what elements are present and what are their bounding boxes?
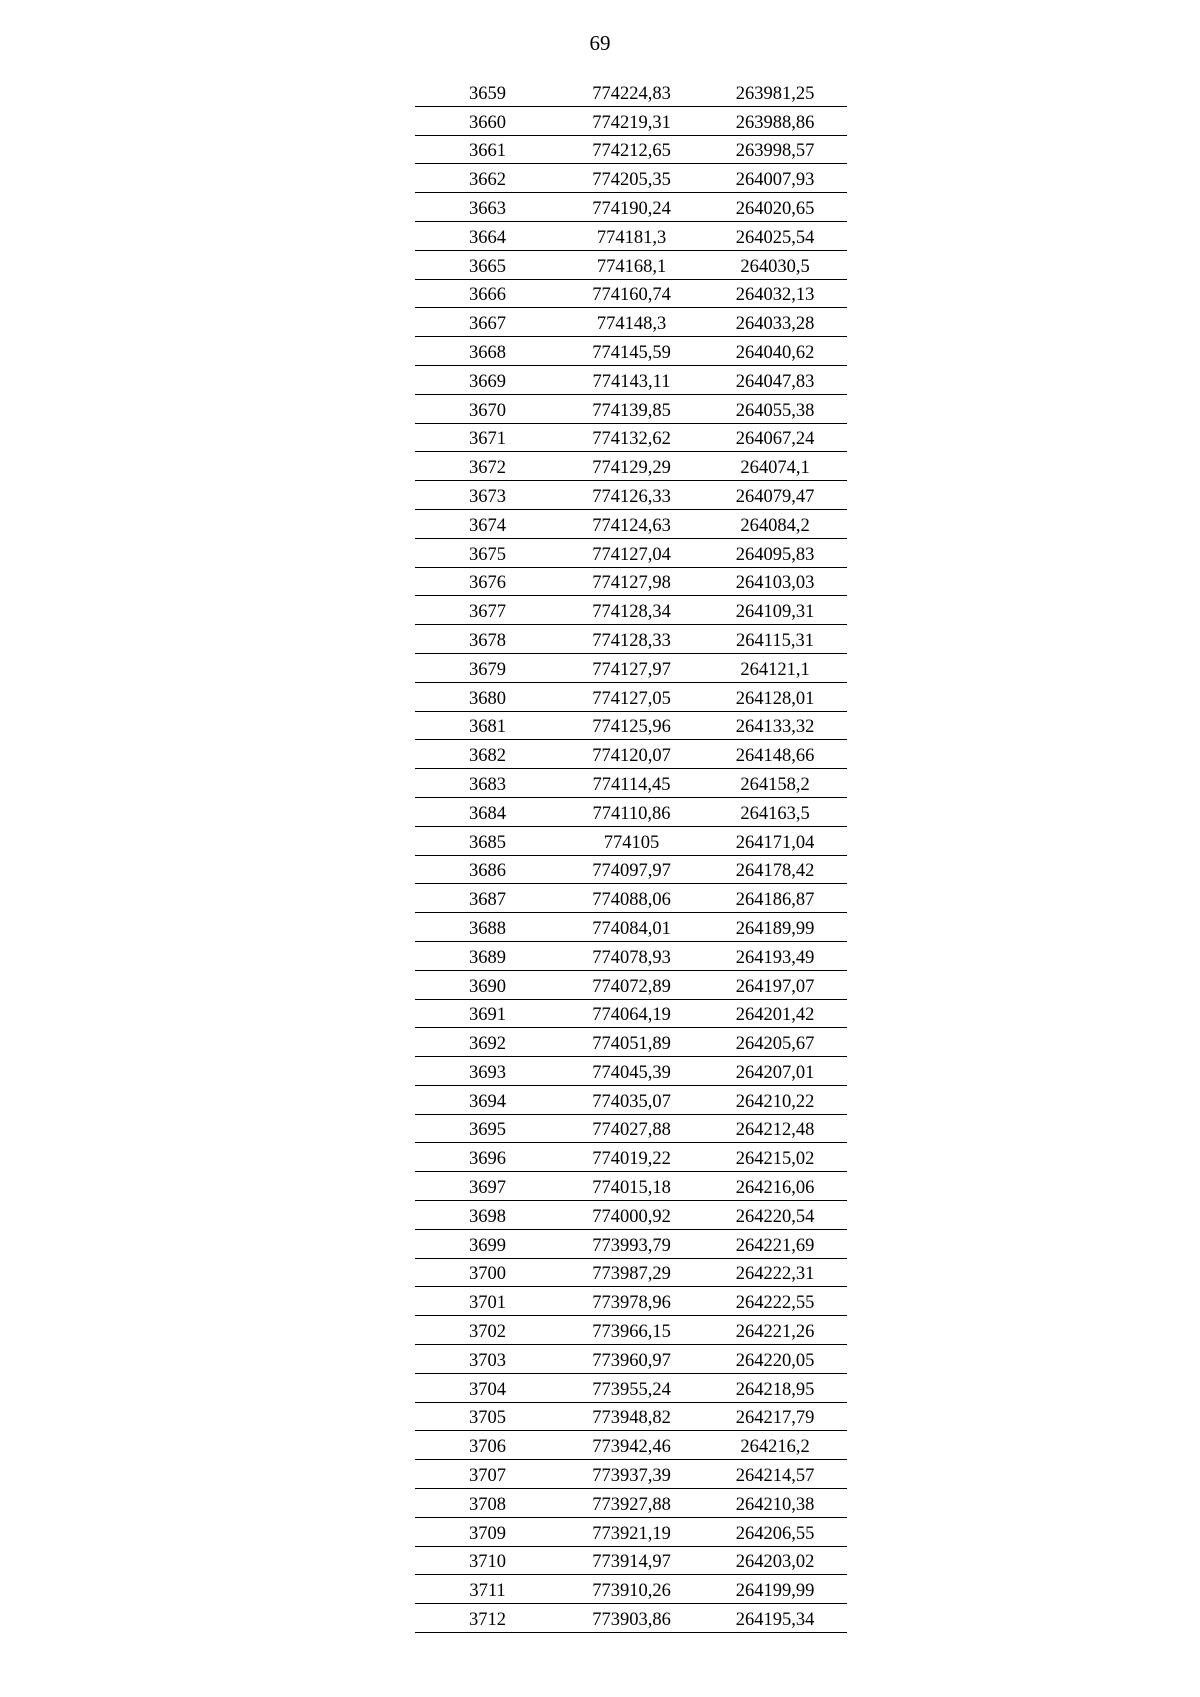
point-number-cell: 3688 (415, 913, 560, 942)
point-number-cell: 3709 (415, 1517, 560, 1546)
x-coordinate-cell: 774143,11 (560, 365, 703, 394)
table-row (415, 106, 847, 135)
x-coordinate-cell: 774181,3 (560, 221, 703, 250)
table-row (415, 394, 847, 423)
x-coordinate-cell: 774139,85 (560, 394, 703, 423)
table-row (415, 365, 847, 394)
x-coordinate-cell: 774088,06 (560, 884, 703, 913)
table-row (415, 1287, 847, 1316)
x-coordinate-cell: 773966,15 (560, 1316, 703, 1345)
point-number-cell: 3659 (415, 78, 560, 106)
x-coordinate-cell: 773942,46 (560, 1431, 703, 1460)
y-coordinate-cell: 264133,32 (703, 711, 847, 740)
x-coordinate-cell: 774224,83 (560, 78, 703, 106)
x-coordinate-cell: 774127,05 (560, 682, 703, 711)
x-coordinate-cell: 774160,74 (560, 279, 703, 308)
y-coordinate-cell: 264095,83 (703, 538, 847, 567)
y-coordinate-cell: 264210,38 (703, 1489, 847, 1518)
table-row (415, 855, 847, 884)
table-row (415, 1402, 847, 1431)
table-row (415, 1604, 847, 1633)
y-coordinate-cell: 264193,49 (703, 941, 847, 970)
table-row (415, 193, 847, 222)
y-coordinate-cell: 264030,5 (703, 250, 847, 279)
point-number-cell: 3678 (415, 625, 560, 654)
x-coordinate-cell: 774148,3 (560, 308, 703, 337)
y-coordinate-cell: 264189,99 (703, 913, 847, 942)
table-row (415, 941, 847, 970)
point-number-cell: 3710 (415, 1546, 560, 1575)
table-row (415, 567, 847, 596)
x-coordinate-cell: 774190,24 (560, 193, 703, 222)
y-coordinate-cell: 264220,05 (703, 1345, 847, 1374)
y-coordinate-cell: 263998,57 (703, 135, 847, 164)
point-number-cell: 3702 (415, 1316, 560, 1345)
table-row (415, 78, 847, 106)
y-coordinate-cell: 264163,5 (703, 797, 847, 826)
x-coordinate-cell: 774114,45 (560, 769, 703, 798)
y-coordinate-cell: 264074,1 (703, 452, 847, 481)
y-coordinate-cell: 264178,42 (703, 855, 847, 884)
y-coordinate-cell: 263981,25 (703, 78, 847, 106)
point-number-cell: 3705 (415, 1402, 560, 1431)
x-coordinate-cell: 774072,89 (560, 970, 703, 999)
table-row (415, 1028, 847, 1057)
point-number-cell: 3711 (415, 1575, 560, 1604)
point-number-cell: 3690 (415, 970, 560, 999)
point-number-cell: 3703 (415, 1345, 560, 1374)
table-row (415, 1489, 847, 1518)
point-number-cell: 3671 (415, 423, 560, 452)
table-row (415, 164, 847, 193)
table-row (415, 1345, 847, 1374)
point-number-cell: 3674 (415, 509, 560, 538)
point-number-cell: 3697 (415, 1172, 560, 1201)
y-coordinate-cell: 264197,07 (703, 970, 847, 999)
table-row (415, 884, 847, 913)
table-row (415, 797, 847, 826)
table-row (415, 337, 847, 366)
table-row (415, 769, 847, 798)
x-coordinate-cell: 773993,79 (560, 1229, 703, 1258)
y-coordinate-cell: 264032,13 (703, 279, 847, 308)
point-number-cell: 3691 (415, 999, 560, 1028)
x-coordinate-cell: 774145,59 (560, 337, 703, 366)
x-coordinate-cell: 774019,22 (560, 1143, 703, 1172)
coordinates-table-body (415, 78, 847, 1633)
table-row (415, 740, 847, 769)
x-coordinate-cell: 774126,33 (560, 481, 703, 510)
point-number-cell: 3699 (415, 1229, 560, 1258)
point-number-cell: 3683 (415, 769, 560, 798)
y-coordinate-cell: 264206,55 (703, 1517, 847, 1546)
y-coordinate-cell: 264128,01 (703, 682, 847, 711)
y-coordinate-cell: 264222,55 (703, 1287, 847, 1316)
table-row (415, 625, 847, 654)
x-coordinate-cell: 774105 (560, 826, 703, 855)
x-coordinate-cell: 774051,89 (560, 1028, 703, 1057)
y-coordinate-cell: 264109,31 (703, 596, 847, 625)
point-number-cell: 3672 (415, 452, 560, 481)
y-coordinate-cell: 264020,65 (703, 193, 847, 222)
table-row (415, 308, 847, 337)
point-number-cell: 3665 (415, 250, 560, 279)
x-coordinate-cell: 773937,39 (560, 1460, 703, 1489)
x-coordinate-cell: 774127,97 (560, 653, 703, 682)
table-row (415, 1085, 847, 1114)
table-row (415, 1172, 847, 1201)
table-row (415, 221, 847, 250)
y-coordinate-cell: 264222,31 (703, 1258, 847, 1287)
x-coordinate-cell: 773910,26 (560, 1575, 703, 1604)
x-coordinate-cell: 773978,96 (560, 1287, 703, 1316)
x-coordinate-cell: 774128,33 (560, 625, 703, 654)
table-row (415, 1229, 847, 1258)
point-number-cell: 3701 (415, 1287, 560, 1316)
point-number-cell: 3695 (415, 1114, 560, 1143)
y-coordinate-cell: 264216,06 (703, 1172, 847, 1201)
y-coordinate-cell: 264212,48 (703, 1114, 847, 1143)
table-row (415, 596, 847, 625)
table-row (415, 970, 847, 999)
x-coordinate-cell: 774127,04 (560, 538, 703, 567)
point-number-cell: 3707 (415, 1460, 560, 1489)
y-coordinate-cell: 264084,2 (703, 509, 847, 538)
table-row (415, 1143, 847, 1172)
y-coordinate-cell: 264220,54 (703, 1201, 847, 1230)
y-coordinate-cell: 264201,42 (703, 999, 847, 1028)
point-number-cell: 3704 (415, 1373, 560, 1402)
x-coordinate-cell: 773948,82 (560, 1402, 703, 1431)
point-number-cell: 3696 (415, 1143, 560, 1172)
point-number-cell: 3676 (415, 567, 560, 596)
x-coordinate-cell: 774128,34 (560, 596, 703, 625)
point-number-cell: 3708 (415, 1489, 560, 1518)
x-coordinate-cell: 774129,29 (560, 452, 703, 481)
x-coordinate-cell: 774084,01 (560, 913, 703, 942)
y-coordinate-cell: 264186,87 (703, 884, 847, 913)
table-row (415, 826, 847, 855)
x-coordinate-cell: 773903,86 (560, 1604, 703, 1633)
table-row (415, 1575, 847, 1604)
y-coordinate-cell: 264079,47 (703, 481, 847, 510)
point-number-cell: 3663 (415, 193, 560, 222)
y-coordinate-cell: 264205,67 (703, 1028, 847, 1057)
table-row (415, 1373, 847, 1402)
point-number-cell: 3662 (415, 164, 560, 193)
table-row (415, 1517, 847, 1546)
y-coordinate-cell: 263988,86 (703, 106, 847, 135)
point-number-cell: 3670 (415, 394, 560, 423)
point-number-cell: 3673 (415, 481, 560, 510)
table-row (415, 1460, 847, 1489)
x-coordinate-cell: 774120,07 (560, 740, 703, 769)
point-number-cell: 3681 (415, 711, 560, 740)
x-coordinate-cell: 773955,24 (560, 1373, 703, 1402)
x-coordinate-cell: 773921,19 (560, 1517, 703, 1546)
table-row (415, 509, 847, 538)
x-coordinate-cell: 774078,93 (560, 941, 703, 970)
y-coordinate-cell: 264221,69 (703, 1229, 847, 1258)
y-coordinate-cell: 264210,22 (703, 1085, 847, 1114)
x-coordinate-cell: 774132,62 (560, 423, 703, 452)
y-coordinate-cell: 264171,04 (703, 826, 847, 855)
y-coordinate-cell: 264067,24 (703, 423, 847, 452)
y-coordinate-cell: 264148,66 (703, 740, 847, 769)
table-row (415, 481, 847, 510)
point-number-cell: 3692 (415, 1028, 560, 1057)
table-row (415, 279, 847, 308)
y-coordinate-cell: 264199,99 (703, 1575, 847, 1604)
table-row (415, 538, 847, 567)
point-number-cell: 3687 (415, 884, 560, 913)
point-number-cell: 3675 (415, 538, 560, 567)
x-coordinate-cell: 774168,1 (560, 250, 703, 279)
x-coordinate-cell: 774110,86 (560, 797, 703, 826)
table-row (415, 1114, 847, 1143)
point-number-cell: 3698 (415, 1201, 560, 1230)
x-coordinate-cell: 774064,19 (560, 999, 703, 1028)
y-coordinate-cell: 264007,93 (703, 164, 847, 193)
x-coordinate-cell: 774125,96 (560, 711, 703, 740)
table-row (415, 999, 847, 1028)
y-coordinate-cell: 264047,83 (703, 365, 847, 394)
table-row (415, 452, 847, 481)
point-number-cell: 3693 (415, 1057, 560, 1086)
y-coordinate-cell: 264121,1 (703, 653, 847, 682)
y-coordinate-cell: 264216,2 (703, 1431, 847, 1460)
y-coordinate-cell: 264195,34 (703, 1604, 847, 1633)
point-number-cell: 3677 (415, 596, 560, 625)
table-row (415, 250, 847, 279)
y-coordinate-cell: 264025,54 (703, 221, 847, 250)
x-coordinate-cell: 773987,29 (560, 1258, 703, 1287)
y-coordinate-cell: 264055,38 (703, 394, 847, 423)
coordinates-table (415, 78, 847, 1633)
y-coordinate-cell: 264203,02 (703, 1546, 847, 1575)
x-coordinate-cell: 774035,07 (560, 1085, 703, 1114)
x-coordinate-cell: 774205,35 (560, 164, 703, 193)
x-coordinate-cell: 774219,31 (560, 106, 703, 135)
table-row (415, 1057, 847, 1086)
point-number-cell: 3689 (415, 941, 560, 970)
point-number-cell: 3666 (415, 279, 560, 308)
table-row (415, 423, 847, 452)
point-number-cell: 3682 (415, 740, 560, 769)
point-number-cell: 3660 (415, 106, 560, 135)
point-number-cell: 3712 (415, 1604, 560, 1633)
y-coordinate-cell: 264103,03 (703, 567, 847, 596)
point-number-cell: 3700 (415, 1258, 560, 1287)
y-coordinate-cell: 264221,26 (703, 1316, 847, 1345)
x-coordinate-cell: 773914,97 (560, 1546, 703, 1575)
table-row (415, 1258, 847, 1287)
x-coordinate-cell: 774045,39 (560, 1057, 703, 1086)
table-row (415, 913, 847, 942)
table-row (415, 1546, 847, 1575)
point-number-cell: 3679 (415, 653, 560, 682)
x-coordinate-cell: 774000,92 (560, 1201, 703, 1230)
x-coordinate-cell: 773960,97 (560, 1345, 703, 1374)
x-coordinate-cell: 774127,98 (560, 567, 703, 596)
point-number-cell: 3669 (415, 365, 560, 394)
point-number-cell: 3694 (415, 1085, 560, 1114)
point-number-cell: 3664 (415, 221, 560, 250)
point-number-cell: 3706 (415, 1431, 560, 1460)
point-number-cell: 3686 (415, 855, 560, 884)
point-number-cell: 3685 (415, 826, 560, 855)
point-number-cell: 3661 (415, 135, 560, 164)
y-coordinate-cell: 264215,02 (703, 1143, 847, 1172)
x-coordinate-cell: 774015,18 (560, 1172, 703, 1201)
table-row (415, 653, 847, 682)
x-coordinate-cell: 774124,63 (560, 509, 703, 538)
point-number-cell: 3667 (415, 308, 560, 337)
y-coordinate-cell: 264115,31 (703, 625, 847, 654)
point-number-cell: 3668 (415, 337, 560, 366)
y-coordinate-cell: 264040,62 (703, 337, 847, 366)
point-number-cell: 3680 (415, 682, 560, 711)
y-coordinate-cell: 264033,28 (703, 308, 847, 337)
table-row (415, 711, 847, 740)
y-coordinate-cell: 264158,2 (703, 769, 847, 798)
table-row (415, 1316, 847, 1345)
y-coordinate-cell: 264214,57 (703, 1460, 847, 1489)
y-coordinate-cell: 264217,79 (703, 1402, 847, 1431)
y-coordinate-cell: 264207,01 (703, 1057, 847, 1086)
x-coordinate-cell: 774027,88 (560, 1114, 703, 1143)
x-coordinate-cell: 773927,88 (560, 1489, 703, 1518)
table-row (415, 135, 847, 164)
x-coordinate-cell: 774212,65 (560, 135, 703, 164)
table-row (415, 682, 847, 711)
y-coordinate-cell: 264218,95 (703, 1373, 847, 1402)
page-number: 69 (589, 31, 611, 55)
table-row (415, 1431, 847, 1460)
point-number-cell: 3684 (415, 797, 560, 826)
x-coordinate-cell: 774097,97 (560, 855, 703, 884)
table-row (415, 1201, 847, 1230)
